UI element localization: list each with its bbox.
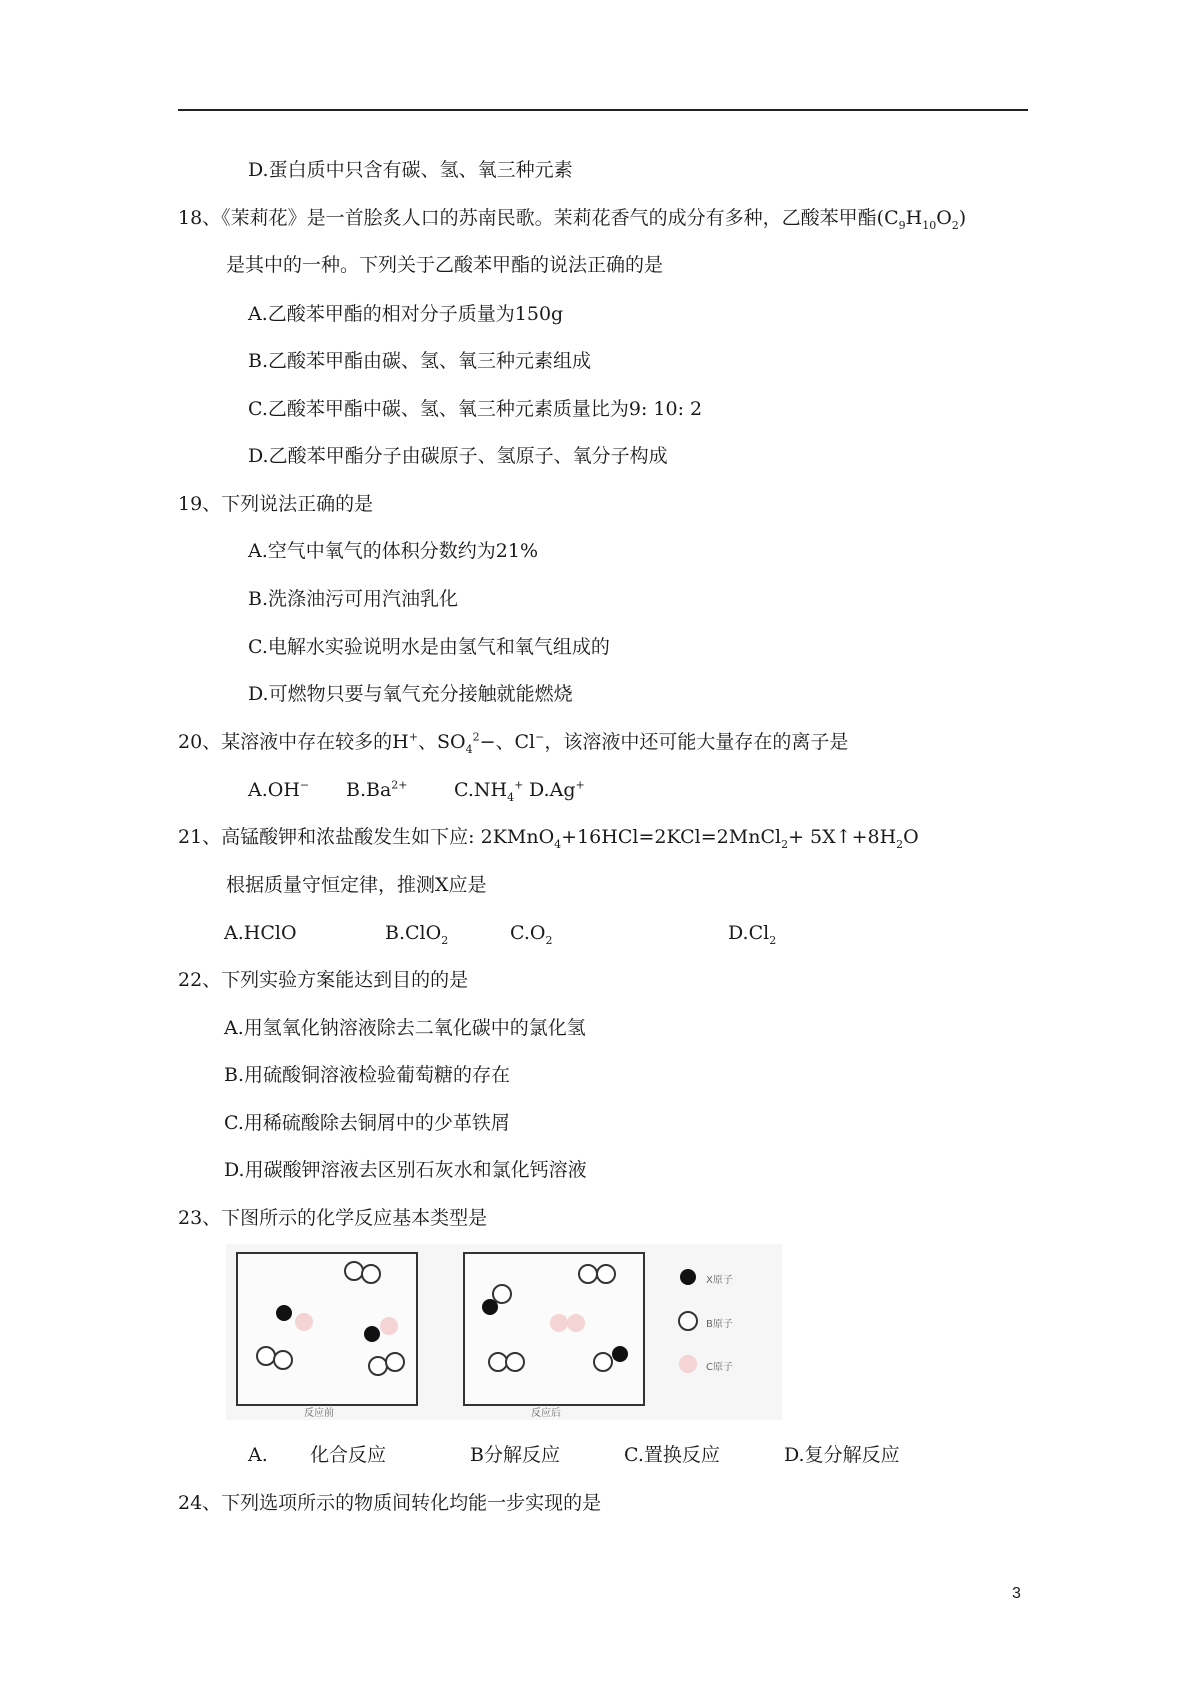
q20-option-a: A.OH− [248,778,310,801]
legend-c-atom-swatch [679,1355,697,1373]
legend-x-atom-label: X原子 [706,1275,733,1286]
q23-stem: 23、下图所示的化学反应基本类型是 [178,1207,488,1229]
legend-c-atom-label: C原子 [706,1362,733,1373]
b-atom [257,1347,275,1365]
b-atom [274,1351,292,1369]
q23-option-c: C.置换反应 [624,1444,720,1466]
q19-option-d: D.可燃物只要与氧气充分接触就能燃烧 [248,683,573,705]
b-atom [489,1353,507,1371]
legend-b-atom-swatch [679,1312,697,1330]
q21-option-c: $C.O_2$ [510,922,553,947]
b-atom [345,1262,363,1280]
q18-option-a: A.乙酸苯甲酯的相对分子质量为150g [248,303,564,325]
q22-stem: 22、下列实验方案能达到目的的是 [178,969,469,991]
q17-option-d: D.蛋白质中只含有碳、氢、氧三种元素 [248,159,573,181]
b-atom [369,1357,387,1375]
before-molecules [257,1262,404,1375]
q23-option-a-label: A. [248,1444,268,1466]
q18-option-d: D.乙酸苯甲酯分子由碳原子、氢原子、氧分子构成 [248,445,668,467]
page-number: 3 [1012,1585,1021,1602]
x-atom [364,1326,380,1342]
c-atom [380,1317,398,1335]
q23-option-b: B分解反应 [470,1444,560,1466]
q20-stem: 20、某溶液中存在较多的H+、$SO_4^2-$、Cl−，该溶液中还可能大量存在的离子是 [178,730,849,756]
q18-option-b: B.乙酸苯甲酯由碳、氢、氧三种元素组成 [248,350,592,372]
q21-option-b: B.ClO$_2$ [385,922,449,947]
b-atom [362,1265,380,1283]
b-atom [386,1353,404,1371]
q21-stem-line1: 21、高锰酸钾和浓盐酸发生如下应: 2KMnO$_4$+16HCl=2KCl=2MnCl$_2$+ $5X↑+8H_2O$ [178,826,919,851]
reaction-diagram [226,1244,782,1420]
b-atom [597,1265,615,1283]
legend-b-atom-label: B原子 [706,1319,733,1330]
after-molecules [482,1265,628,1371]
q24-stem: 24、下列选项所示的物质间转化均能一步实现的是 [178,1492,602,1514]
q20-option-b: $B.Ba^{2+}$ [346,778,408,801]
q20-option-c: $C.NH_4^+$ [454,778,524,804]
q19-option-c: C.电解水实验说明水是由氢气和氧气组成的 [248,636,610,658]
q21-stem-line2: 根据质量守恒定律，推测X应是 [226,874,487,896]
q22-option-d: D.用碳酸钾溶液去区别石灰水和氯化钙溶液 [224,1159,587,1181]
q18-option-c: C.乙酸苯甲酯中碳、氢、氧三种元素质量比为9: 10: 2 [248,398,703,420]
c-atom [550,1314,568,1332]
q18-stem-line1: 18、《茉莉花》是一首脍炙人口的苏南民歌。茉莉花香气的成分有多种，乙酸苯甲酯$(C_9H_{10}O_2)$ [178,207,967,232]
before-caption: 反应前 [304,1408,334,1419]
c-atom [295,1313,313,1331]
b-atom [493,1285,511,1303]
q19-option-b: B.洗涤油污可用汽油乳化 [248,588,459,610]
q23-option-d: D.复分解反应 [784,1444,900,1466]
b-atom [579,1265,597,1283]
q18-stem-line2: 是其中的一种。下列关于乙酸苯甲酯的说法正确的是 [226,254,664,276]
reaction-diagram-svg [226,1244,782,1420]
q20-option-d: D.Ag+ [529,778,585,801]
c-atom [567,1314,585,1332]
q21-option-a: A.HClO [224,922,297,944]
x-atom [612,1346,628,1362]
header-rule [178,109,1028,111]
legend-x-atom-swatch [680,1269,696,1285]
b-atom [594,1353,612,1371]
q19-stem: 19、下列说法正确的是 [178,493,374,515]
q22-option-c: C.用稀硫酸除去铜屑中的少革铁屑 [224,1112,510,1134]
b-atom [506,1353,524,1371]
x-atom [276,1305,292,1321]
q21-option-d: $D.Cl_2$ [728,922,777,947]
legend [679,1269,697,1373]
q23-option-a: 化合反应 [310,1444,387,1466]
q22-option-b: B.用硫酸铜溶液检验葡萄糖的存在 [224,1064,511,1086]
q19-option-a: A.空气中氧气的体积分数约为21% [248,540,538,562]
after-caption: 反应后 [531,1408,561,1419]
q22-option-a: A.用氢氧化钠溶液除去二氧化碳中的氯化氢 [224,1017,586,1039]
